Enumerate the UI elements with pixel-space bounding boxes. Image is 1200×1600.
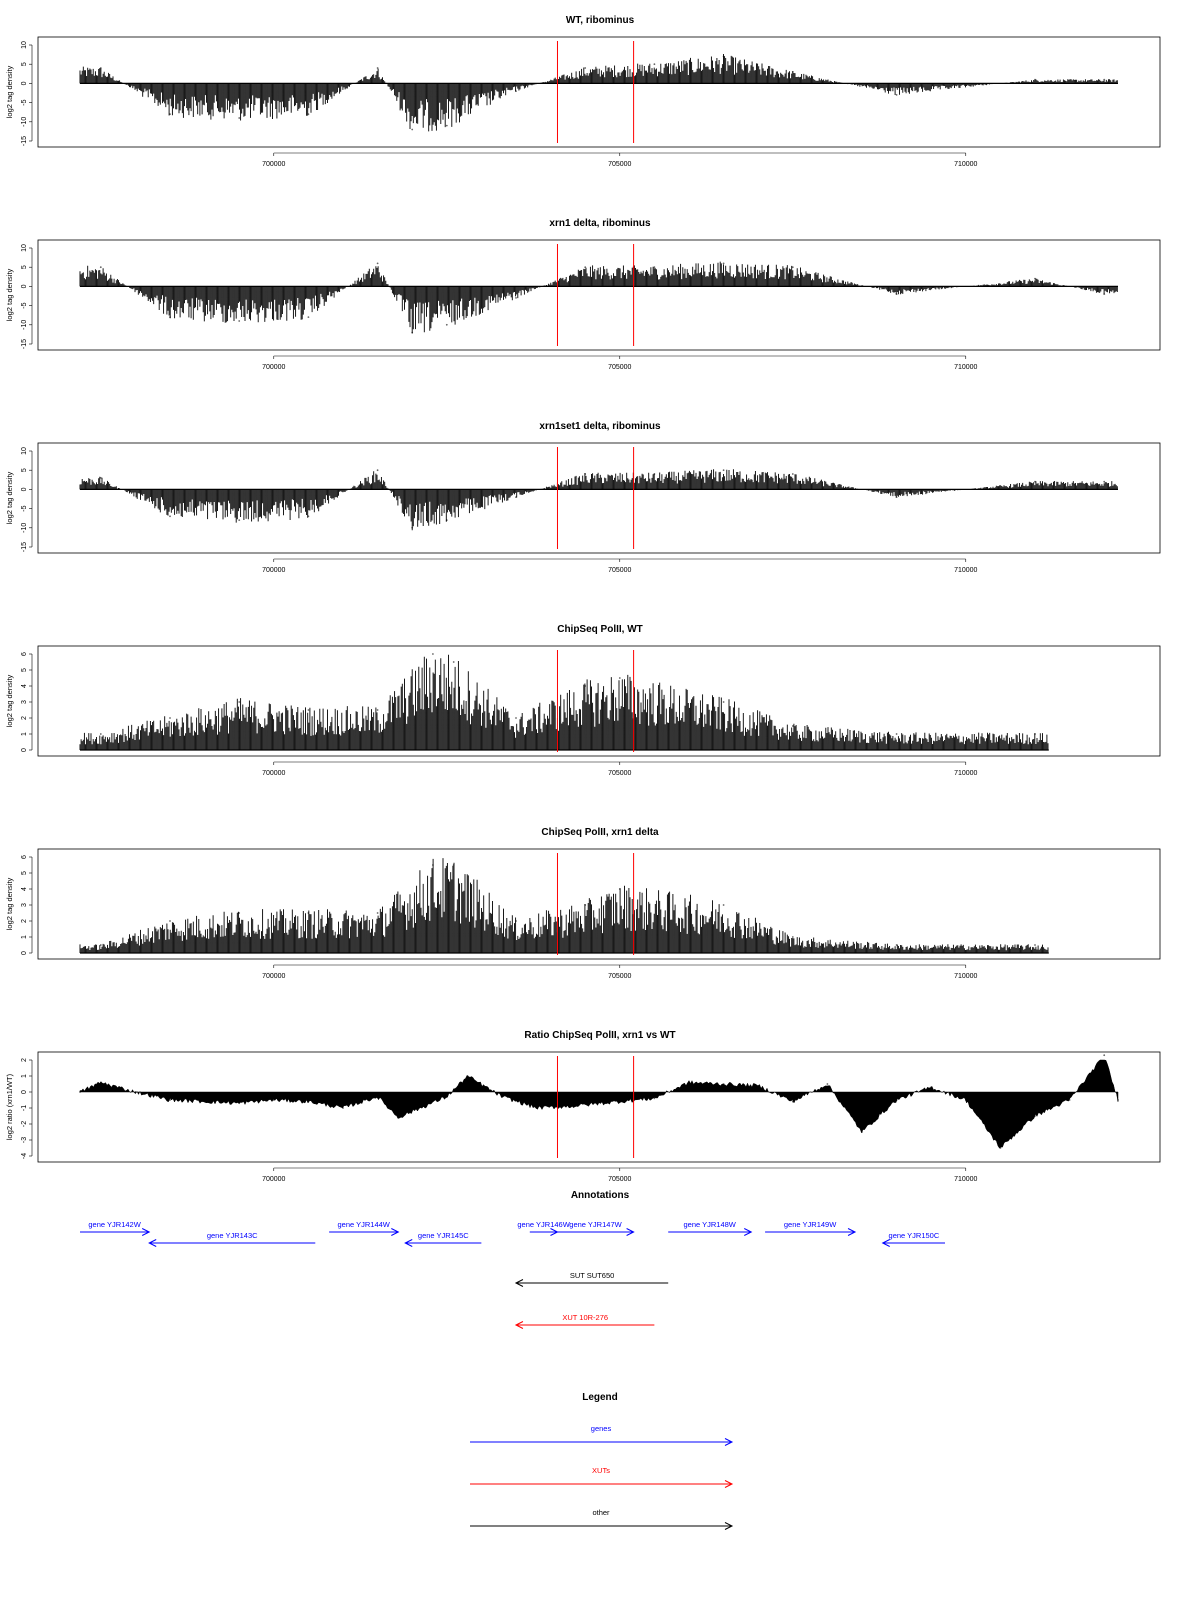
data-point-p6-26 — [930, 1086, 932, 1088]
data-point-p4-10 — [619, 677, 621, 679]
x-tick-label: 700000 — [262, 567, 286, 574]
y-tick-label: 0 — [21, 284, 28, 289]
data-point-p3-14 — [1034, 481, 1036, 483]
data-point-p5-9 — [584, 904, 586, 906]
y-tick-label: 2 — [21, 716, 28, 720]
data-point-p6-32 — [1117, 1099, 1119, 1101]
data-point-p5-8 — [515, 920, 517, 922]
data-point-p5-2 — [169, 920, 171, 922]
y-tick-label: 4 — [21, 887, 28, 891]
y-tick-label: -4 — [21, 1152, 28, 1160]
y-tick-label: 5 — [21, 871, 28, 875]
y-tick-label: 5 — [21, 62, 28, 67]
y-axis-label: log2 tag density — [5, 65, 14, 119]
data-point-p6-28 — [1000, 1147, 1002, 1149]
data-point-p3-4 — [308, 515, 310, 517]
x-tick-label: 710000 — [954, 770, 978, 777]
data-point-p1-8 — [515, 90, 517, 92]
data-point-p2-15 — [1103, 293, 1105, 295]
data-point-p5-12 — [792, 936, 794, 938]
y-tick-label: 6 — [21, 652, 28, 656]
y-axis-label: log2 tag density — [5, 471, 14, 525]
y-tick-label: 2 — [21, 919, 28, 923]
data-point-p5-3 — [238, 912, 240, 914]
data-point-p5-14 — [1034, 944, 1036, 946]
data-point-p3-5 — [377, 469, 379, 471]
y-tick-label: 0 — [21, 748, 28, 752]
data-point-p2-5 — [377, 263, 379, 265]
data-point-p1-15 — [1103, 79, 1105, 81]
data-point-p5-11 — [723, 904, 725, 906]
feature-label: gene YJR146W — [517, 1220, 570, 1229]
feature-label: gene YJR142W — [88, 1220, 141, 1229]
x-tick-label: 705000 — [608, 567, 632, 574]
panel-title: ChipSeq PolII, xrn1 delta — [541, 827, 659, 838]
data-point-p6-30 — [1069, 1099, 1071, 1101]
data-point-p6-9 — [342, 1107, 344, 1109]
x-tick-label: 710000 — [954, 973, 978, 980]
data-point-p4-4 — [308, 709, 310, 711]
y-axis-label: log2 ratio (xrn1/WT) — [5, 1073, 14, 1141]
data-point-p2-8 — [515, 297, 517, 299]
data-point-p1-3 — [238, 117, 240, 119]
y-tick-label: 2 — [21, 1058, 28, 1062]
data-point-p1-4 — [308, 113, 310, 115]
data-point-p2-14 — [1034, 278, 1036, 280]
data-point-p6-29 — [1034, 1115, 1036, 1117]
data-point-p5-4 — [308, 912, 310, 914]
data-point-p3-15 — [1103, 481, 1105, 483]
data-point-p6-22 — [792, 1101, 794, 1103]
y-tick-label: -15 — [21, 135, 28, 147]
x-tick-label: 705000 — [608, 364, 632, 371]
data-point-p3-11 — [723, 469, 725, 471]
legend-label: genes — [590, 1424, 612, 1433]
feature-label: gene YJR145C — [417, 1231, 469, 1240]
data-point-p2-7 — [446, 324, 448, 326]
data-point-p1-5 — [377, 67, 379, 69]
x-tick-label: 700000 — [262, 770, 286, 777]
data-point-p5-10 — [619, 888, 621, 890]
data-point-p2-4 — [308, 316, 310, 318]
data-point-p3-1 — [100, 477, 102, 479]
data-point-p4-7 — [453, 661, 455, 663]
data-point-p1-12 — [792, 71, 794, 73]
y-tick-label: -10 — [21, 522, 28, 533]
y-axis-label: log2 tag density — [5, 268, 14, 322]
y-tick-label: 5 — [21, 468, 28, 473]
data-point-p1-7 — [446, 125, 448, 127]
x-tick-label: 700000 — [262, 161, 286, 168]
y-tick-label: -15 — [21, 541, 28, 553]
data-point-p5-7 — [453, 864, 455, 866]
data-point-p2-12 — [792, 266, 794, 268]
data-point-p5-6 — [432, 864, 434, 866]
x-tick-label: 700000 — [262, 973, 286, 980]
data-point-p6-24 — [861, 1131, 863, 1133]
x-tick-label: 705000 — [608, 770, 632, 777]
y-axis-label: log2 tag density — [5, 877, 14, 931]
data-point-p2-2 — [169, 316, 171, 318]
y-tick-label: 4 — [21, 684, 28, 688]
data-point-p2-11 — [723, 263, 725, 265]
data-point-p6-19 — [688, 1082, 690, 1084]
data-point-p1-11 — [723, 56, 725, 58]
data-point-p2-6 — [411, 332, 413, 334]
y-tick-label: -1 — [21, 1104, 28, 1112]
data-point-p6-10 — [377, 1096, 379, 1098]
data-point-p1-1 — [100, 67, 102, 69]
data-point-p6-31 — [1103, 1054, 1105, 1056]
data-point-p3-8 — [515, 496, 517, 498]
data-point-p3-12 — [792, 473, 794, 475]
feature-label: gene YJR144W — [337, 1220, 390, 1229]
y-tick-label: 10 — [21, 41, 28, 49]
data-point-p1-6 — [411, 129, 413, 131]
y-tick-label: 3 — [21, 903, 28, 907]
data-point-p6-23 — [827, 1083, 829, 1085]
y-tick-label: 5 — [21, 265, 28, 270]
y-tick-label: -15 — [21, 338, 28, 350]
data-point-p4-1 — [100, 733, 102, 735]
legend-label: XUTs — [592, 1466, 610, 1475]
data-point-p6-1 — [79, 1091, 81, 1093]
data-point-p5-13 — [896, 944, 898, 946]
feature-label: gene YJR149W — [783, 1220, 837, 1229]
x-tick-label: 700000 — [262, 364, 286, 371]
feature-label: XUT 10R-276 — [562, 1313, 609, 1322]
data-point-p4-8 — [515, 717, 517, 719]
y-axis-label: log2 tag density — [5, 674, 14, 728]
y-tick-label: -3 — [21, 1136, 28, 1144]
data-point-p6-27 — [965, 1099, 967, 1101]
data-point-p6-4 — [169, 1099, 171, 1101]
y-tick-label: 6 — [21, 855, 28, 859]
panel-title: xrn1set1 delta, ribominus — [539, 421, 661, 432]
data-point-p4-13 — [896, 733, 898, 735]
y-tick-label: -10 — [21, 319, 28, 330]
data-point-p3-13 — [896, 496, 898, 498]
x-tick-label: 710000 — [954, 1176, 978, 1183]
legend-title: Legend — [582, 1392, 618, 1403]
data-point-p2-1 — [100, 266, 102, 268]
data-point-p1-2 — [169, 113, 171, 115]
data-point-p6-6 — [238, 1102, 240, 1104]
x-tick-label: 705000 — [608, 1176, 632, 1183]
panel-title: xrn1 delta, ribominus — [549, 218, 651, 229]
y-tick-label: -10 — [21, 116, 28, 127]
data-point-p6-5 — [204, 1101, 206, 1103]
data-point-p6-12 — [446, 1096, 448, 1098]
y-tick-label: 5 — [21, 668, 28, 672]
y-tick-label: 0 — [21, 81, 28, 86]
data-point-p3-7 — [446, 519, 448, 521]
y-tick-label: 0 — [21, 487, 28, 492]
y-tick-label: -5 — [21, 302, 28, 309]
annotations-title: Annotations — [570, 1190, 630, 1201]
data-point-p4-9 — [584, 685, 586, 687]
data-point-p6-11 — [397, 1117, 399, 1119]
y-tick-label: 10 — [21, 447, 28, 455]
data-point-p1-10 — [654, 63, 656, 65]
y-tick-label: 0 — [21, 951, 28, 955]
legend-label: other — [592, 1508, 610, 1517]
feature-label: gene YJR148W — [683, 1220, 736, 1229]
data-point-p6-15 — [536, 1107, 538, 1109]
panel-title: ChipSeq PolII, WT — [557, 624, 643, 635]
panel-title: WT, ribominus — [565, 15, 635, 26]
data-point-p6-8 — [308, 1101, 310, 1103]
feature-label: gene YJR150C — [888, 1231, 940, 1240]
data-point-p6-21 — [757, 1085, 759, 1087]
y-tick-label: 1 — [21, 732, 28, 736]
y-tick-label: 1 — [21, 935, 28, 939]
data-point-p4-14 — [1034, 733, 1036, 735]
y-tick-label: -2 — [21, 1120, 28, 1128]
data-point-p3-10 — [654, 473, 656, 475]
data-point-p5-5 — [377, 912, 379, 914]
data-point-p3-3 — [238, 519, 240, 521]
data-point-p6-2 — [100, 1082, 102, 1084]
data-point-p6-18 — [654, 1098, 656, 1100]
data-point-p6-13 — [467, 1075, 469, 1077]
data-point-p3-6 — [411, 527, 413, 529]
data-point-p2-3 — [238, 320, 240, 322]
data-point-p4-2 — [169, 717, 171, 719]
data-point-p6-20 — [723, 1083, 725, 1085]
y-tick-label: -5 — [21, 505, 28, 512]
data-point-p5-1 — [100, 944, 102, 946]
data-point-p1-13 — [896, 94, 898, 96]
data-point-p1-9 — [584, 67, 586, 69]
y-tick-label: 3 — [21, 700, 28, 704]
data-point-p3-2 — [169, 515, 171, 517]
data-point-p6-14 — [501, 1096, 503, 1098]
data-point-p2-13 — [896, 293, 898, 295]
y-tick-label: -5 — [21, 99, 28, 106]
data-point-p4-3 — [238, 701, 240, 703]
x-tick-label: 710000 — [954, 364, 978, 371]
feature-label: gene YJR147W — [569, 1220, 622, 1229]
data-point-p4-6 — [432, 653, 434, 655]
data-point-p4-11 — [723, 701, 725, 703]
data-point-p4-5 — [377, 709, 379, 711]
data-point-p6-16 — [570, 1106, 572, 1108]
data-point-p3-9 — [584, 473, 586, 475]
x-tick-label: 710000 — [954, 161, 978, 168]
panel-title: Ratio ChipSeq PolII, xrn1 vs WT — [524, 1030, 676, 1041]
feature-label: SUT SUT650 — [569, 1271, 615, 1280]
data-point-p1-14 — [1034, 79, 1036, 81]
y-tick-label: 10 — [21, 244, 28, 252]
x-tick-label: 700000 — [262, 1176, 286, 1183]
data-point-p2-10 — [654, 266, 656, 268]
x-tick-label: 710000 — [954, 567, 978, 574]
data-point-p4-12 — [792, 725, 794, 727]
x-tick-label: 705000 — [608, 161, 632, 168]
feature-label: gene YJR143C — [206, 1231, 258, 1240]
data-point-p2-9 — [584, 266, 586, 268]
x-tick-label: 705000 — [608, 973, 632, 980]
data-point-p6-25 — [896, 1099, 898, 1101]
data-point-p6-3 — [135, 1091, 137, 1093]
y-tick-label: 1 — [21, 1074, 28, 1078]
y-tick-label: 0 — [21, 1090, 28, 1094]
data-point-p6-17 — [619, 1101, 621, 1103]
data-point-p6-7 — [273, 1099, 275, 1101]
